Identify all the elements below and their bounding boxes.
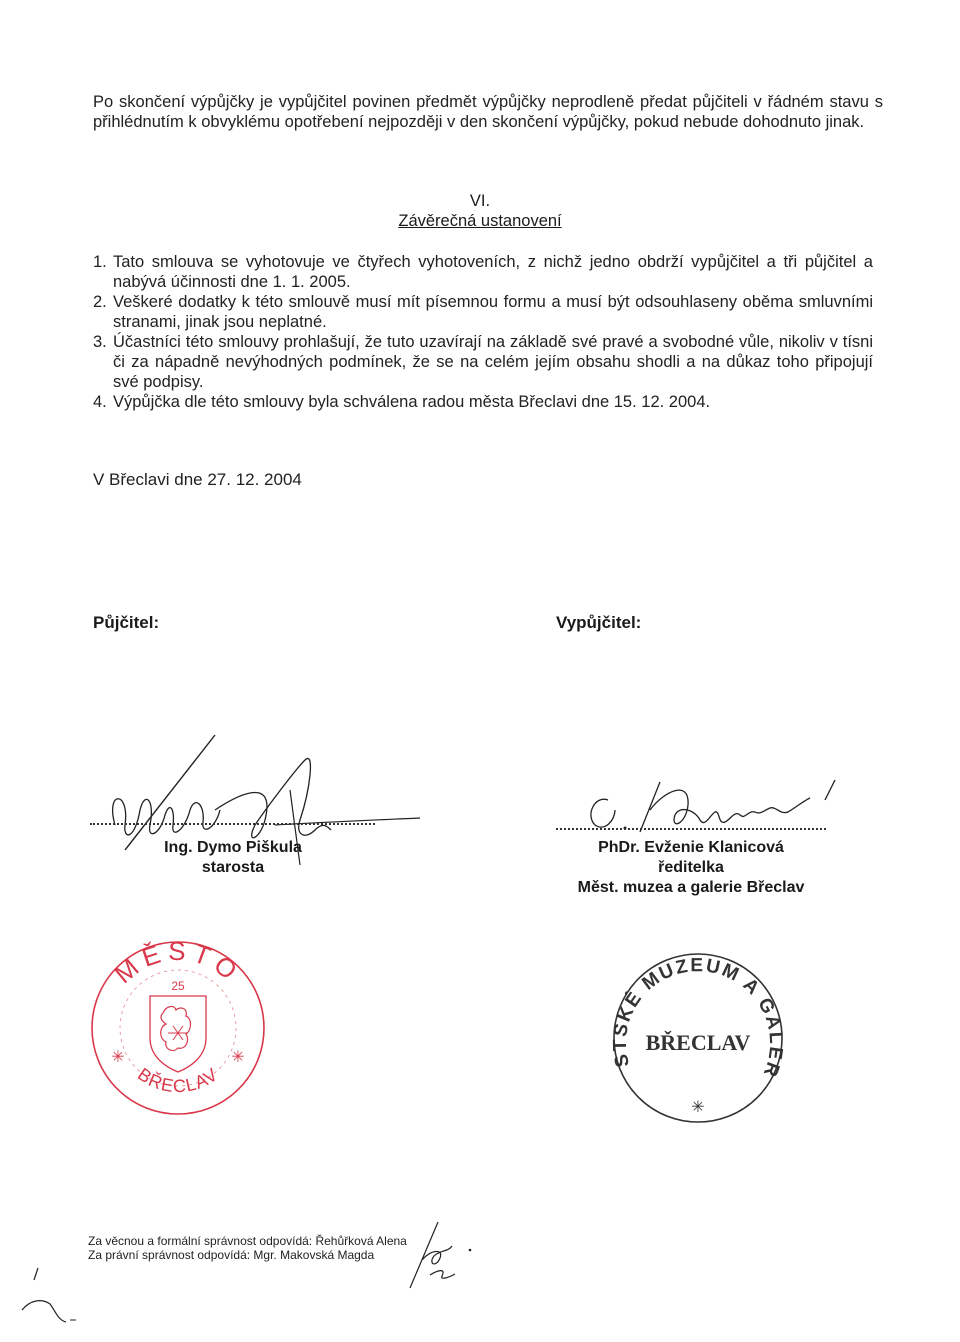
list-item	[93, 332, 873, 392]
item-text: Tato smlouva se vyhotovuje ve čtyřech vyhotoveních, z nichž jedno obdrží vypůjčitel a tři půjčitel a nabývá účinnosti dne 1. 1. 2005.	[113, 253, 873, 291]
borrower-name: PhDr. Evženie Klanicová	[598, 839, 784, 856]
item-number: 1.	[93, 253, 107, 271]
borrower-organization: Měst. muzea a galerie Břeclav	[577, 879, 805, 896]
lender-role: starosta	[201, 859, 265, 876]
museum-stamp-arc-text: MĚSTSKÉ MUZEUM A GALERIE	[603, 936, 787, 1082]
list-item	[93, 252, 873, 292]
city-stamp	[88, 935, 268, 1118]
borrower-label: Vypůjčitel:	[556, 613, 642, 632]
list-item	[93, 292, 873, 332]
section-title: Závěrečná ustanovení	[398, 212, 562, 230]
museum-stamp-center-text: BŘECLAV	[645, 1030, 751, 1055]
borrower-role: ředitelka	[658, 859, 724, 876]
footer-signature	[400, 1220, 480, 1290]
section-number: VI.	[469, 192, 491, 210]
item-text: Výpůjčka dle této smlouvy byla schválena radou města Břeclavi dne 15. 12. 2004.	[113, 393, 711, 411]
place-date: V Břeclavi dne 27. 12. 2004	[93, 470, 302, 489]
lender-signature-line	[90, 823, 375, 825]
stamp-top-text: MĚSTO	[108, 935, 248, 990]
svg-text:✳: ✳	[691, 1097, 705, 1116]
stamp-number: 25	[171, 979, 185, 993]
intro-paragraph: Po skončení výpůjčky je vypůjčitel povinen předmět výpůjčky neprodleně předat půjčiteli v řádném stavu s přihlédnutím k obvyklému opotřebení nejpozději v den skončení výpůjčky, pokud nebude dohodnuto jinak.	[93, 93, 883, 131]
lender-name: Ing. Dymo Piškula	[164, 839, 302, 856]
item-number: 2.	[93, 293, 107, 311]
svg-text:✳: ✳	[111, 1047, 125, 1066]
footer-responsibility-1: Za věcnou a formální správnost odpovídá: Řehůřková Alena	[88, 1234, 407, 1248]
lender-label: Půjčitel:	[93, 613, 160, 632]
svg-text:MĚSTSKÉ MUZEUM A GALERIE	[603, 935, 786, 1081]
borrower-signature-line	[556, 828, 826, 830]
list-item	[93, 392, 873, 412]
item-number: 4.	[93, 393, 107, 411]
footer-responsibility-2: Za právní správnost odpovídá: Mgr. Makovská Magda	[88, 1248, 375, 1262]
item-text: Veškeré dodatky k této smlouvě musí mít písemnou formu a musí být odsouhlaseny oběma smluvními stranami, jinak jsou neplatné.	[113, 293, 873, 331]
margin-mark	[20, 1262, 80, 1342]
svg-text:✳: ✳	[231, 1047, 245, 1066]
stamp-bottom-text: BŘECLAV	[134, 1063, 222, 1097]
items-list	[93, 252, 873, 412]
item-number: 3.	[93, 333, 107, 351]
item-text: Účastníci této smlouvy prohlašují, že tuto uzavírají na základě své pravé a svobodné vůle, nikoliv v tísni či za nápadně nevýhodných podmínek, že se na celém jejím obsahu shodli a na důkaz toho připojují své podpisy.	[113, 333, 873, 391]
svg-text:BŘECLAV	[134, 1064, 222, 1096]
museum-stamp	[603, 936, 787, 1124]
